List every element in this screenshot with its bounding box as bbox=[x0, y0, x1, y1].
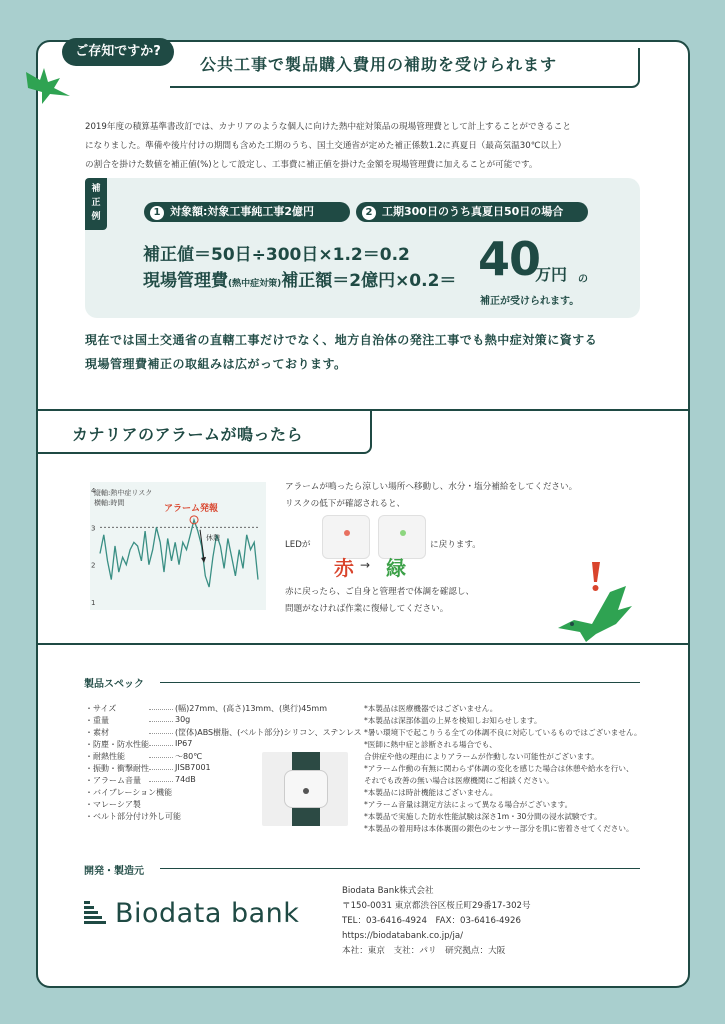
spec-label: ・耐熱性能 bbox=[85, 752, 125, 761]
example-tag bbox=[85, 178, 107, 230]
spec-label: ・素材 bbox=[85, 728, 109, 737]
spec-row bbox=[85, 739, 345, 751]
lead-line: 現在では国土交通省の直轄工事だけでなく、地方自治体の発注工事でも熱中症対策に資する bbox=[85, 333, 598, 347]
canary-bird-alert-icon bbox=[556, 584, 638, 646]
spec-label: ・バイブレーション機能 bbox=[85, 788, 173, 797]
intro-line: になりました。準備や後片付けの期間も含めた工期のうち、国土交通省が定めた補正係数1.2に真夏日（最高気温30℃以上） bbox=[85, 141, 567, 151]
formula-correction-amount bbox=[143, 266, 456, 291]
spec-leader bbox=[149, 769, 173, 770]
locations: 本社：東京 支社：パリ 研究拠点：大阪 bbox=[342, 946, 506, 956]
condition-2-pill bbox=[356, 202, 588, 222]
red-word: 赤 bbox=[334, 556, 354, 580]
lead-line: 現場管理費補正の取組みは広がっております。 bbox=[85, 357, 347, 371]
chart-series-line bbox=[100, 520, 258, 587]
note-line: *アラーム音量は測定方法によって異なる場合がございます。 bbox=[364, 800, 573, 809]
section2-title: カナリアのアラームが鳴ったら bbox=[72, 425, 304, 444]
note-line: *本製品は医療機器ではございません。 bbox=[364, 704, 498, 713]
spec-row bbox=[85, 715, 345, 727]
note-line: それでも改善の無い場合は医療機関にご相談ください。 bbox=[364, 776, 554, 785]
phone-fax: TEL：03-6416-4924 FAX：03-6416-4926 bbox=[342, 916, 521, 926]
example-tag-char: 補 bbox=[91, 184, 101, 194]
section-divider bbox=[36, 643, 690, 645]
condition-2-number: 2 bbox=[362, 206, 376, 220]
address-line: 〒150-0031 東京都渋谷区桜丘町29番17-302号 bbox=[342, 901, 531, 911]
chart-rest-label: 休憩 bbox=[206, 533, 221, 542]
spec-leader bbox=[149, 709, 173, 710]
example-tag-char: 正 bbox=[91, 198, 101, 208]
green-word: 緑 bbox=[386, 556, 406, 580]
spec-leader bbox=[149, 721, 173, 722]
spec-label: ・防塵・防水性能 bbox=[85, 740, 149, 749]
did-you-know-bubble: ご存知ですか? bbox=[62, 38, 174, 66]
specs-title: 製品スペック bbox=[84, 679, 144, 690]
spec-label: ・振動・衝撃耐性 bbox=[85, 764, 149, 773]
spec-value: (幅)27mm、(高さ)13mm、(奥行)45mm bbox=[175, 704, 328, 713]
step-text-2: リスクの低下が確認されると、 bbox=[285, 499, 406, 509]
notes-list bbox=[364, 703, 684, 835]
note-line: *医師に熱中症と診断される場合でも、 bbox=[364, 740, 497, 749]
brand-name: Biodata bank bbox=[115, 898, 300, 929]
intro-paragraph bbox=[85, 118, 645, 175]
led-label: LEDが bbox=[285, 540, 311, 550]
chart-rest-arrowhead bbox=[201, 557, 206, 563]
condition-1-number: 1 bbox=[150, 206, 164, 220]
spec-label: ・マレーシア製 bbox=[85, 800, 141, 809]
device-sensor-icon bbox=[303, 788, 309, 794]
spec-value: JISB7001 bbox=[175, 763, 211, 772]
chart-ylabel: 縦軸:熱中症リスク bbox=[94, 489, 153, 497]
step-text-4: 問題がなければ作業に復帰してください。 bbox=[285, 604, 449, 614]
big-subtext: 補正が受けられます。 bbox=[480, 296, 580, 307]
condition-1-text: 対象額:対象工事純工事2億円 bbox=[170, 205, 315, 218]
chart-ytick-label: 3 bbox=[91, 524, 96, 533]
spec-label: ・サイズ bbox=[85, 704, 117, 713]
formula-correction-value: 補正値＝50日÷300日×1.2＝0.2 bbox=[143, 245, 410, 265]
intro-line: の割合を掛けた数値を補正値(%)として設定し、工事費に補正値を掛けた金額を現場管理費に加えることが可能です。 bbox=[85, 160, 538, 170]
green-led-icon bbox=[400, 530, 406, 536]
note-line: *本製品で実施した防水性能試験は深さ1m・30分間の浸水試験です。 bbox=[364, 812, 602, 821]
spec-label: ・ベルト部分付け外し可能 bbox=[85, 812, 181, 821]
note-line: *本製品には時計機能はございません。 bbox=[364, 788, 498, 797]
specs-rule bbox=[160, 682, 640, 683]
biodata-bank-logo-icon bbox=[84, 901, 106, 925]
website-link[interactable]: https://biodatabank.co.jp/ja/ bbox=[342, 931, 463, 941]
note-line: *アラーム作動の有無に関わらず体調の変化を感じた場合は休憩や給水を行い、 bbox=[364, 764, 634, 773]
arrow: → bbox=[360, 558, 371, 572]
led-after: に戻ります。 bbox=[430, 540, 481, 550]
spec-value: 30g bbox=[175, 715, 191, 724]
spec-leader bbox=[149, 781, 173, 782]
formula-label: 現場管理費 bbox=[143, 271, 228, 291]
condition-2-text: 工期300日のうち真夏日50日の場合 bbox=[382, 205, 564, 218]
spec-value: IP67 bbox=[175, 739, 193, 748]
company-name: Biodata Bank株式会社 bbox=[342, 886, 434, 896]
note-line: *本製品は深部体温の上昇を検知しお知らせします。 bbox=[364, 716, 542, 725]
lead-paragraph bbox=[85, 328, 645, 376]
chart-ytick-label: 4 bbox=[91, 487, 96, 495]
chart-annotation: アラーム発報 bbox=[164, 503, 219, 514]
chart-ytick-label: 1 bbox=[91, 599, 96, 607]
formula-expression: 補正額＝2億円×0.2＝ bbox=[281, 271, 457, 291]
spec-leader bbox=[149, 733, 173, 734]
condition-1-pill bbox=[144, 202, 350, 222]
step-text-3: 赤に戻ったら、ご自身と管理者で体調を確認し、 bbox=[285, 587, 475, 597]
chart-xlabel: 横軸:時間 bbox=[94, 499, 125, 507]
spec-row bbox=[85, 727, 362, 739]
section1-title: 公共工事で製品購入費用の補助を受けられます bbox=[200, 55, 558, 74]
note-line: *暑い環境下で起こりうる全ての体調不良に対応しているものではございません。 bbox=[364, 728, 642, 737]
manufacturer-title: 開発・製造元 bbox=[84, 866, 144, 877]
formula-small-label: (熱中症対策) bbox=[228, 279, 282, 289]
chart-axis-labels bbox=[94, 488, 152, 508]
address-block bbox=[342, 884, 531, 959]
manufacturer-rule bbox=[160, 868, 640, 869]
canary-bird-icon bbox=[20, 58, 76, 110]
note-line: *本製品の着用時は本体裏面の銀色のセンサー部分を肌に密着させてください。 bbox=[364, 824, 634, 833]
step-text-1: アラームが鳴ったら涼しい場所へ移動し、水分・塩分補給をしてください。 bbox=[285, 482, 578, 492]
spec-value: (筐体)ABS樹脂、(ベルト部分)シリコン、ステンレス bbox=[175, 728, 362, 737]
note-line: 合併症や他の理由によりアラームが作動しない可能性がございます。 bbox=[364, 752, 599, 761]
red-led-icon bbox=[344, 530, 350, 536]
spec-value: 74dB bbox=[175, 775, 196, 784]
big-particle: の bbox=[578, 274, 588, 285]
spec-value: ～80℃ bbox=[175, 752, 203, 761]
spec-leader bbox=[149, 757, 173, 758]
intro-line: 2019年度の積算基準書改訂では、カナリアのような個人に向けた熱中症対策品の現場管理費として計上することができること bbox=[85, 122, 571, 132]
spec-leader bbox=[149, 745, 173, 746]
spec-row bbox=[85, 703, 345, 715]
big-number: 40 bbox=[478, 232, 541, 286]
chart-ytick-label: 2 bbox=[91, 561, 96, 570]
big-unit: 万円 bbox=[535, 265, 568, 284]
spec-label: ・アラーム音量 bbox=[85, 776, 141, 785]
canary-device-photo bbox=[262, 752, 348, 826]
spec-label: ・重量 bbox=[85, 716, 109, 725]
example-tag-char: 例 bbox=[91, 212, 101, 222]
